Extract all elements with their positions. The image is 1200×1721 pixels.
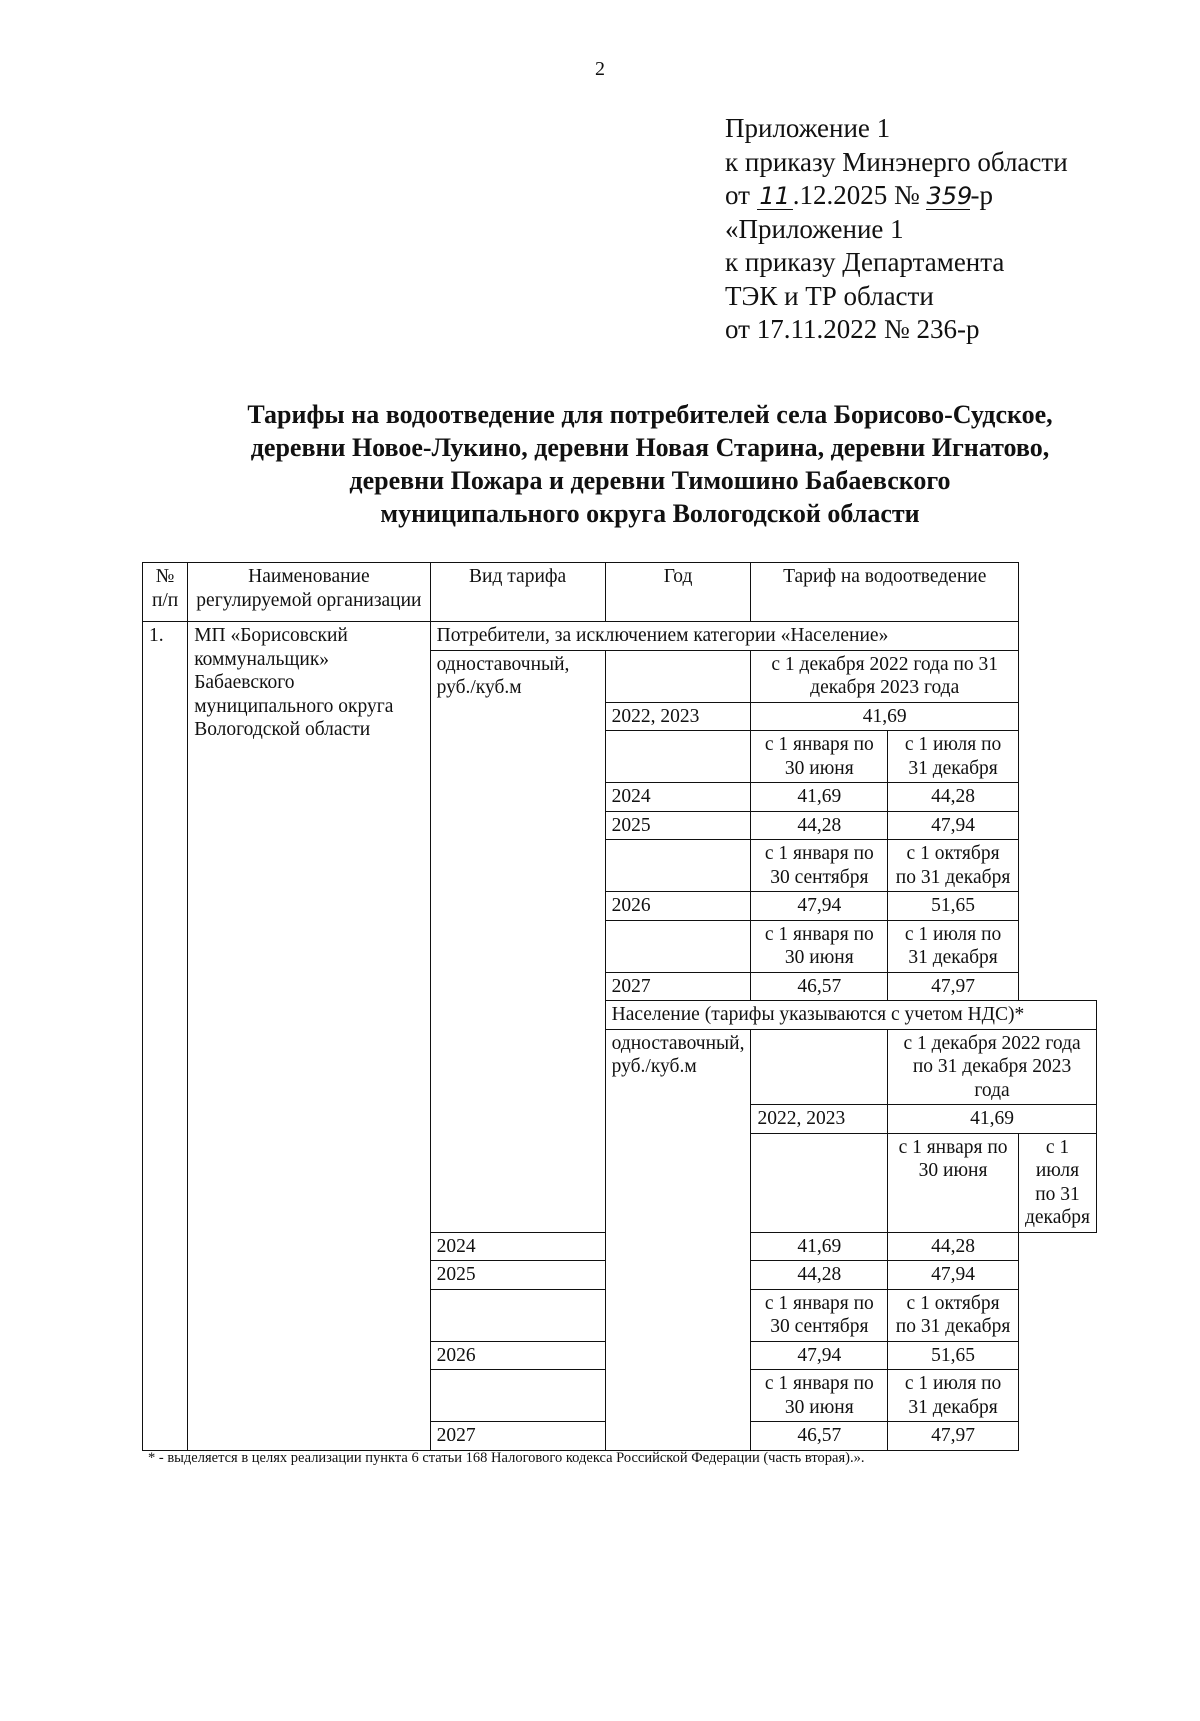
title-line: деревни Пожара и деревни Тимошино Бабаевского — [349, 466, 951, 495]
handwritten-day: 11 — [757, 183, 793, 210]
table-row — [143, 622, 1097, 651]
tariff-value: 46,57 — [751, 972, 888, 1001]
title-line: деревни Новое-Лукино, деревни Новая Старина, деревни Игнатово, — [250, 433, 1050, 462]
tariff-value: 44,28 — [888, 1232, 1019, 1261]
period-label: с 1 января по 30 июня — [751, 731, 888, 783]
year-cell: 2024 — [605, 783, 751, 812]
period-label: с 1 июля по 31 декабря — [888, 731, 1019, 783]
tariff-type: одноставочный, руб./куб.м — [430, 650, 605, 1232]
year-cell — [605, 650, 751, 702]
period-label: с 1 января по 30 июня — [751, 920, 888, 972]
tariff-value: 47,94 — [751, 892, 888, 921]
year-cell — [605, 840, 751, 892]
period-label: с 1 декабря 2022 года по 31 декабря 2023 года — [751, 650, 1018, 702]
header-type: Вид тарифа — [430, 563, 605, 622]
table-header-row — [143, 563, 1097, 622]
year-cell — [751, 1029, 888, 1105]
tariff-value: 41,69 — [751, 1232, 888, 1261]
order-suffix: -р — [970, 180, 993, 210]
period-label: с 1 января по 30 июня — [751, 1370, 888, 1422]
period-label: с 1 января по 30 июня — [888, 1133, 1019, 1232]
tariff-value: 47,97 — [888, 972, 1019, 1001]
period-label: с 1 января по 30 сентября — [751, 840, 888, 892]
tariff-value: 47,94 — [888, 811, 1019, 840]
appendix-line: от 17.11.2022 № 236-р — [725, 314, 980, 344]
year-cell: 2022, 2023 — [605, 702, 751, 731]
tariff-value: 41,69 — [751, 702, 1018, 731]
year-cell: 2027 — [605, 972, 751, 1001]
year-cell: 2024 — [430, 1232, 605, 1261]
header-num: № п/п — [143, 563, 188, 622]
category-label: Население (тарифы указываются с учетом НДС)* — [605, 1001, 1096, 1030]
tariff-value: 44,28 — [888, 783, 1019, 812]
header-org: Наименование регулируемой организации — [188, 563, 430, 622]
period-label: с 1 октября по 31 декабря — [888, 840, 1019, 892]
tariff-value: 47,94 — [888, 1261, 1019, 1290]
tariff-value: 41,69 — [888, 1105, 1097, 1134]
order-prefix: от — [725, 180, 750, 210]
document-title — [150, 398, 1150, 530]
tariff-value: 41,69 — [751, 783, 888, 812]
appendix-block — [725, 112, 1068, 347]
appendix-order-line — [725, 179, 1068, 213]
year-cell: 2025 — [605, 811, 751, 840]
organization-name: МП «Борисовский коммунальщик» Бабаевского муниципального округа Вологодской области — [188, 622, 430, 1451]
row-number: 1. — [143, 622, 188, 1451]
year-cell: 2025 — [430, 1261, 605, 1290]
year-cell: 2027 — [430, 1422, 605, 1451]
period-label: с 1 октября по 31 декабря — [888, 1289, 1019, 1341]
appendix-line: к приказу Департамента — [725, 247, 1005, 277]
year-cell — [751, 1133, 888, 1232]
tariff-value: 51,65 — [888, 892, 1019, 921]
category-label: Потребители, за исключением категории «Население» — [430, 622, 1018, 651]
appendix-line: к приказу Минэнерго области — [725, 146, 1068, 177]
header-tariff: Тариф на водоотведение — [751, 563, 1018, 622]
appendix-line: Приложение 1 — [725, 113, 891, 143]
tariff-value: 44,28 — [751, 811, 888, 840]
tariff-value: 46,57 — [751, 1422, 888, 1451]
page-number: 2 — [595, 58, 605, 80]
handwritten-order-number: 359 — [926, 182, 973, 210]
title-line: Тарифы на водоотведение для потребителей села Борисово-Судское, — [247, 400, 1053, 429]
tariff-type: одноставочный, руб./куб.м — [605, 1029, 751, 1450]
footnote: * - выделяется в целях реализации пункта 6 статьи 168 Налогового кодекса Российской Федерации (часть вторая).». — [148, 1450, 865, 1466]
tariff-value: 44,28 — [751, 1261, 888, 1290]
tariff-table — [142, 562, 1097, 1451]
period-label: с 1 июля по 31 декабря — [888, 1370, 1019, 1422]
tariff-value: 47,97 — [888, 1422, 1019, 1451]
header-year: Год — [605, 563, 751, 622]
appendix-line: «Приложение 1 — [725, 213, 904, 244]
period-label: с 1 июля по 31 декабря — [1018, 1133, 1096, 1232]
order-date-middle: .12.2025 № — [792, 180, 920, 210]
year-cell: 2022, 2023 — [751, 1105, 888, 1134]
year-cell — [605, 920, 751, 972]
tariff-value: 51,65 — [888, 1341, 1019, 1370]
period-label: с 1 июля по 31 декабря — [888, 920, 1019, 972]
period-label: с 1 декабря 2022 года по 31 декабря 2023 года — [888, 1029, 1097, 1105]
appendix-line: ТЭК и ТР области — [725, 280, 934, 311]
year-cell — [605, 731, 751, 783]
year-cell: 2026 — [605, 892, 751, 921]
year-cell — [430, 1289, 605, 1341]
period-label: с 1 января по 30 сентября — [751, 1289, 888, 1341]
year-cell: 2026 — [430, 1341, 605, 1370]
tariff-value: 47,94 — [751, 1341, 888, 1370]
title-line: муниципального округа Вологодской области — [380, 499, 920, 528]
year-cell — [430, 1370, 605, 1422]
